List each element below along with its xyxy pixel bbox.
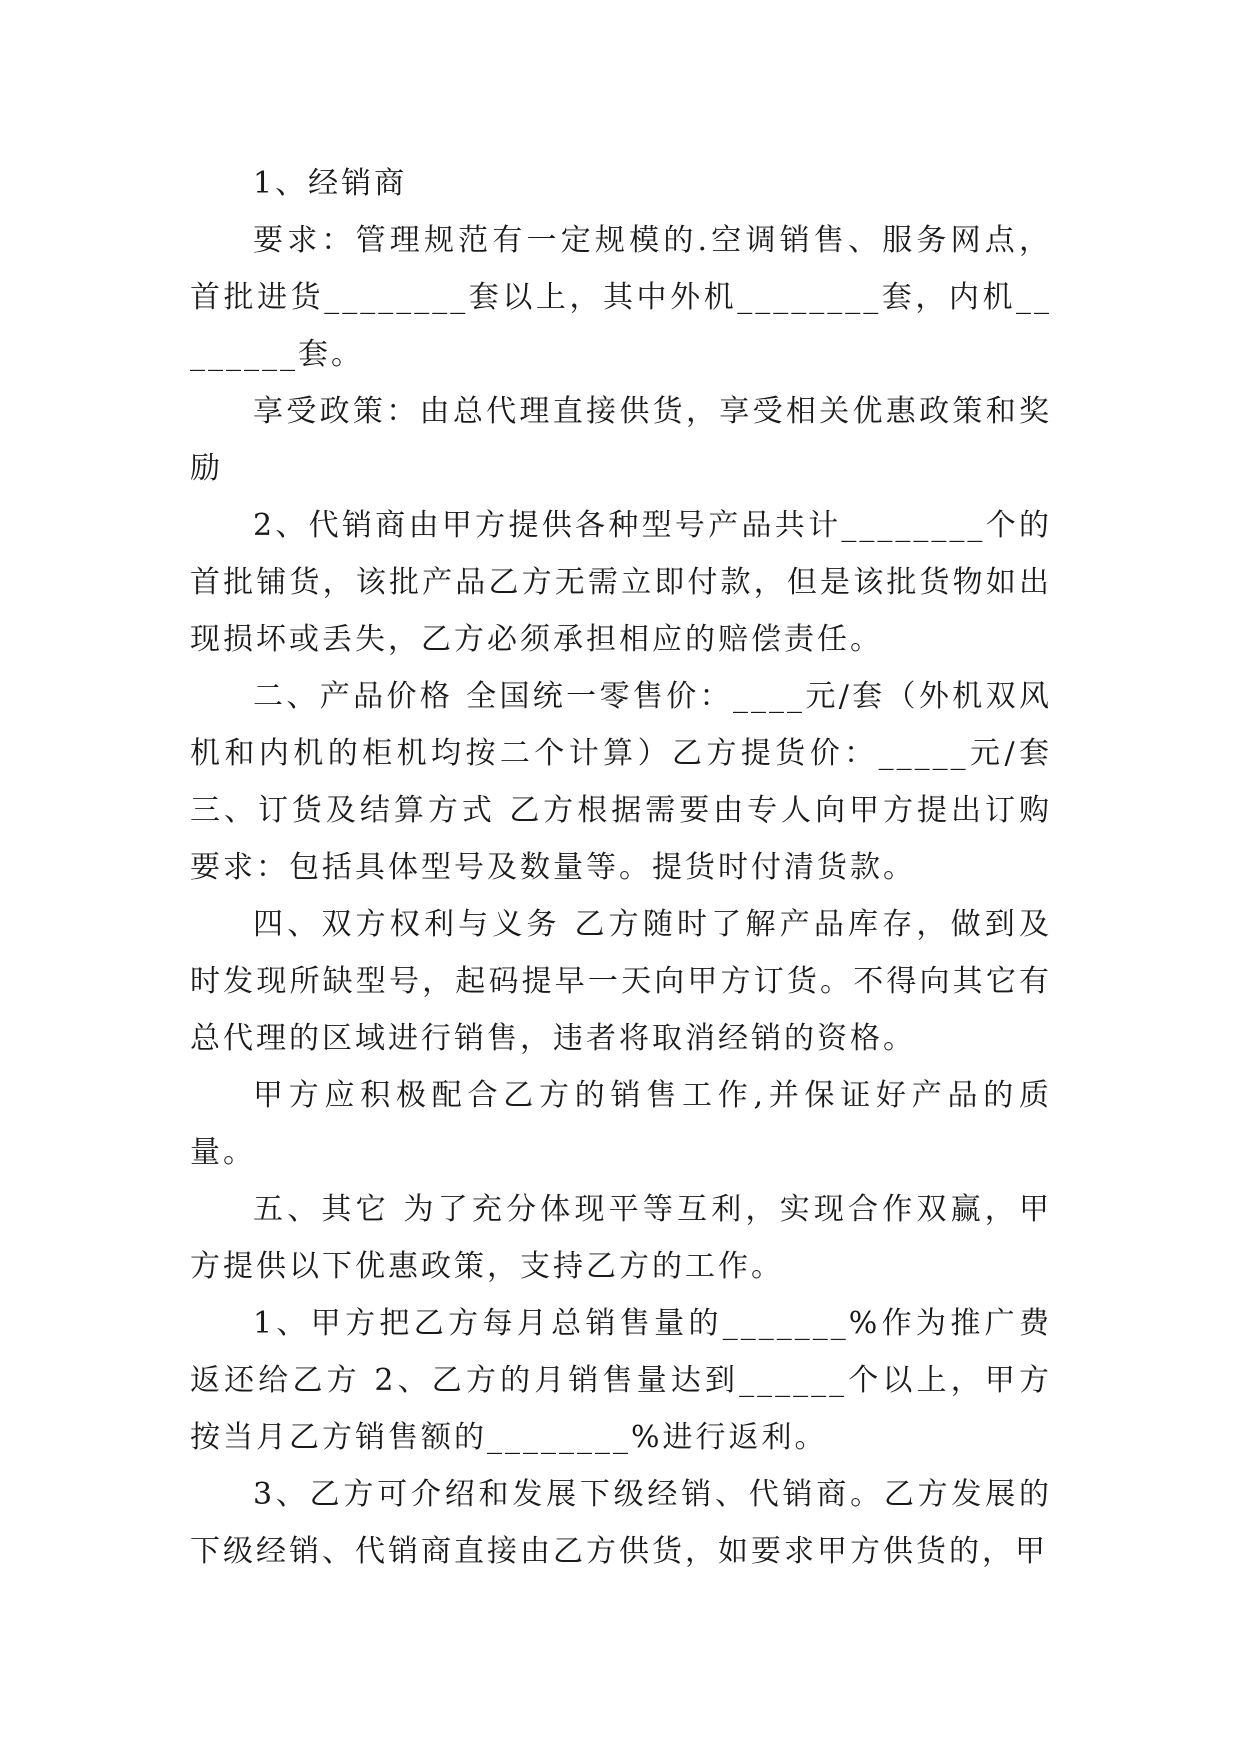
paragraph-dealer-heading: 1、经销商 [253,166,408,201]
paragraph-rebate: 1、甲方把乙方每月总销售量的_______%作为推广费返还给乙方 2、乙方的月销售量达到______个以上，甲方按当月乙方销售额的________%进行返利。 [190,1306,1052,1455]
paragraph-product-price: 二、产品价格 全国统一零售价：____元/套（外机双风机和内机的柜机均按二个计算）乙方提货价：_____元/套三、订货及结算方式 乙方根据需要由专人向甲方提出订购要求：包括具体型号及数量等。提货时付清货款。 [190,679,1052,885]
paragraph-rights-obligations: 四、双方权利与义务 乙方随时了解产品库存，做到及时发现所缺型号，起码提早一天向甲方订货。不得向其它有总代理的区域进行销售，违者将取消经销的资格。 [190,907,1052,1056]
paragraph-other-terms: 五、其它 为了充分体现平等互利，实现合作双赢，甲方提供以下优惠政策，支持乙方的工作。 [190,1192,1052,1284]
document-page [190,155,1052,1580]
paragraph-sub-dealers: 3、乙方可介绍和发展下级经销、代销商。乙方发展的下级经销、代销商直接由乙方供货，如要求甲方供货的，甲 [190,1477,1052,1569]
paragraph-dealer-policy: 享受政策：由总代理直接供货，享受相关优惠政策和奖励 [190,394,1052,486]
paragraph-dealer-requirements: 要求：管理规范有一定规模的.空调销售、服务网点，首批进货________套以上，其中外机________套，内机________套。 [190,223,1052,372]
paragraph-party-a-cooperation: 甲方应积极配合乙方的销售工作,并保证好产品的质量。 [190,1078,1052,1170]
paragraph-consignment-dealer: 2、代销商由甲方提供各种型号产品共计________个的首批铺货，该批产品乙方无需立即付款，但是该批货物如出现损坏或丢失，乙方必须承担相应的赔偿责任。 [190,508,1052,657]
